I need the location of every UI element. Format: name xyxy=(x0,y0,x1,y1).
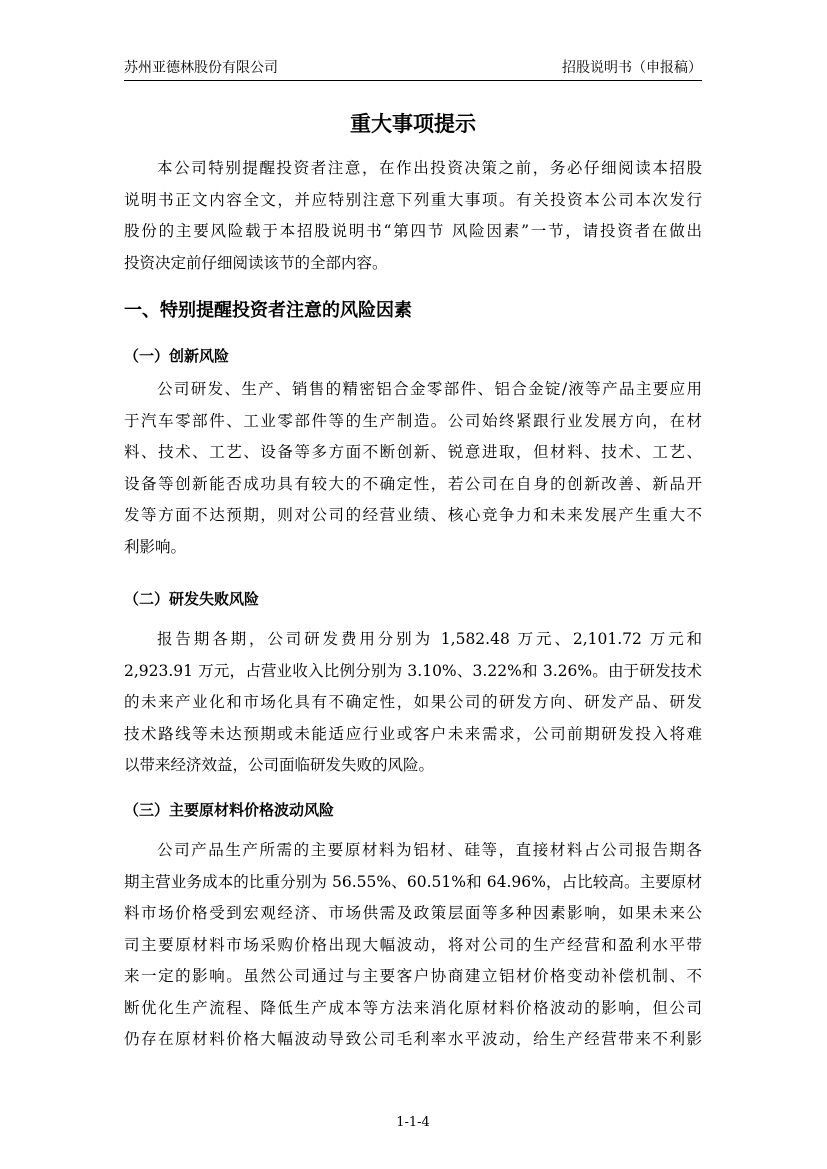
paragraph-line: 设备等创新能否成功具有较大的不确定性，若公司在自身的创新改善、新品开 xyxy=(124,474,702,493)
section-heading-risk-factors: 一、特别提醒投资者注意的风险因素 xyxy=(124,300,412,321)
page-number: 1-1-4 xyxy=(396,1115,430,1130)
subsection-heading-rd-failure-risk: （二）研发失败风险 xyxy=(124,590,260,608)
paragraph-line: 仍存在原材料价格大幅波动导致公司毛利率水平波动，给生产经营带来不利影 xyxy=(124,1030,702,1048)
paragraph-line: 报告期各期，公司研发费用分别为 1,582.48 万元、2,101.72 万元和 xyxy=(157,630,702,648)
raw-material-risk-paragraph xyxy=(124,835,702,1056)
innovation-risk-paragraph xyxy=(124,374,702,563)
paragraph-line: 期主营业务成本的比重分别为 56.55%、60.51%和 64.96%，占比较高。主要原材 xyxy=(124,872,702,891)
paragraph-line: 2,923.91 万元，占营业收入比例分别为 3.10%、3.22%和 3.26%。由于研发技术 xyxy=(124,661,702,680)
intro-paragraph xyxy=(124,153,702,279)
paragraph-line: 司主要原材料市场采购价格出现大幅波动，将对公司的生产经营和盈利水平带 xyxy=(124,935,702,954)
intro-line: 股份的主要风险载于本招股说明书“第四节 风险因素”一节，请投资者在做出 xyxy=(124,222,702,240)
paragraph-line: 料、技术、工艺、设备等多方面不断创新、锐意进取，但材料、技术、工艺、 xyxy=(124,443,702,461)
intro-line: 本公司特别提醒投资者注意，在作出投资决策之前，务必仔细阅读本招股 xyxy=(157,159,702,177)
paragraph-line: 公司产品生产所需的主要原材料为铝材、硅等，直接材料占公司报告期各 xyxy=(157,841,702,859)
page-title: 重大事项提示 xyxy=(350,112,476,136)
paragraph-line: 的未来产业化和市场化具有不确定性，如果公司的研发方向、研发产品、研发 xyxy=(124,693,702,711)
paragraph-line: 料市场价格受到宏观经济、市场供需及政策层面等多种因素影响，如果未来公 xyxy=(124,904,702,922)
paragraph-line: 公司研发、生产、销售的精密铝合金零部件、铝合金锭/液等产品主要应用 xyxy=(157,380,702,398)
header-company-name: 苏州亚德林股份有限公司 xyxy=(124,60,278,76)
page-header xyxy=(124,58,702,81)
paragraph-line: 技术路线等未达预期或未能适应行业或客户未来需求，公司前期研发投入将难 xyxy=(124,724,702,743)
paragraph-line: 以带来经济效益，公司面临研发失败的风险。 xyxy=(124,756,435,774)
subsection-heading-innovation-risk: （一）创新风险 xyxy=(124,347,230,365)
paragraph-line: 利影响。 xyxy=(124,537,187,556)
intro-line: 说明书正文内容全文，并应特别注意下列重大事项。有关投资本公司本次发行 xyxy=(124,190,702,209)
paragraph-line: 于汽车零部件、工业零部件等的生产制造。公司始终紧跟行业发展方向，在材 xyxy=(124,411,702,430)
paragraph-line: 发等方面不达预期，则对公司的经营业绩、核心竞争力和未来发展产生重大不 xyxy=(124,506,702,524)
header-document-type: 招股说明书（申报稿） xyxy=(562,60,702,76)
subsection-heading-raw-material-risk: （三）主要原材料价格波动风险 xyxy=(124,801,335,819)
paragraph-line: 来一定的影响。虽然公司通过与主要客户协商建立铝材价格变动补偿机制、不 xyxy=(124,967,702,985)
intro-line: 投资决定前仔细阅读该节的全部内容。 xyxy=(124,253,388,272)
rd-failure-risk-paragraph xyxy=(124,624,702,782)
paragraph-line: 断优化生产流程、降低生产成本等方法来消化原材料价格波动的影响，但公司 xyxy=(124,998,702,1017)
